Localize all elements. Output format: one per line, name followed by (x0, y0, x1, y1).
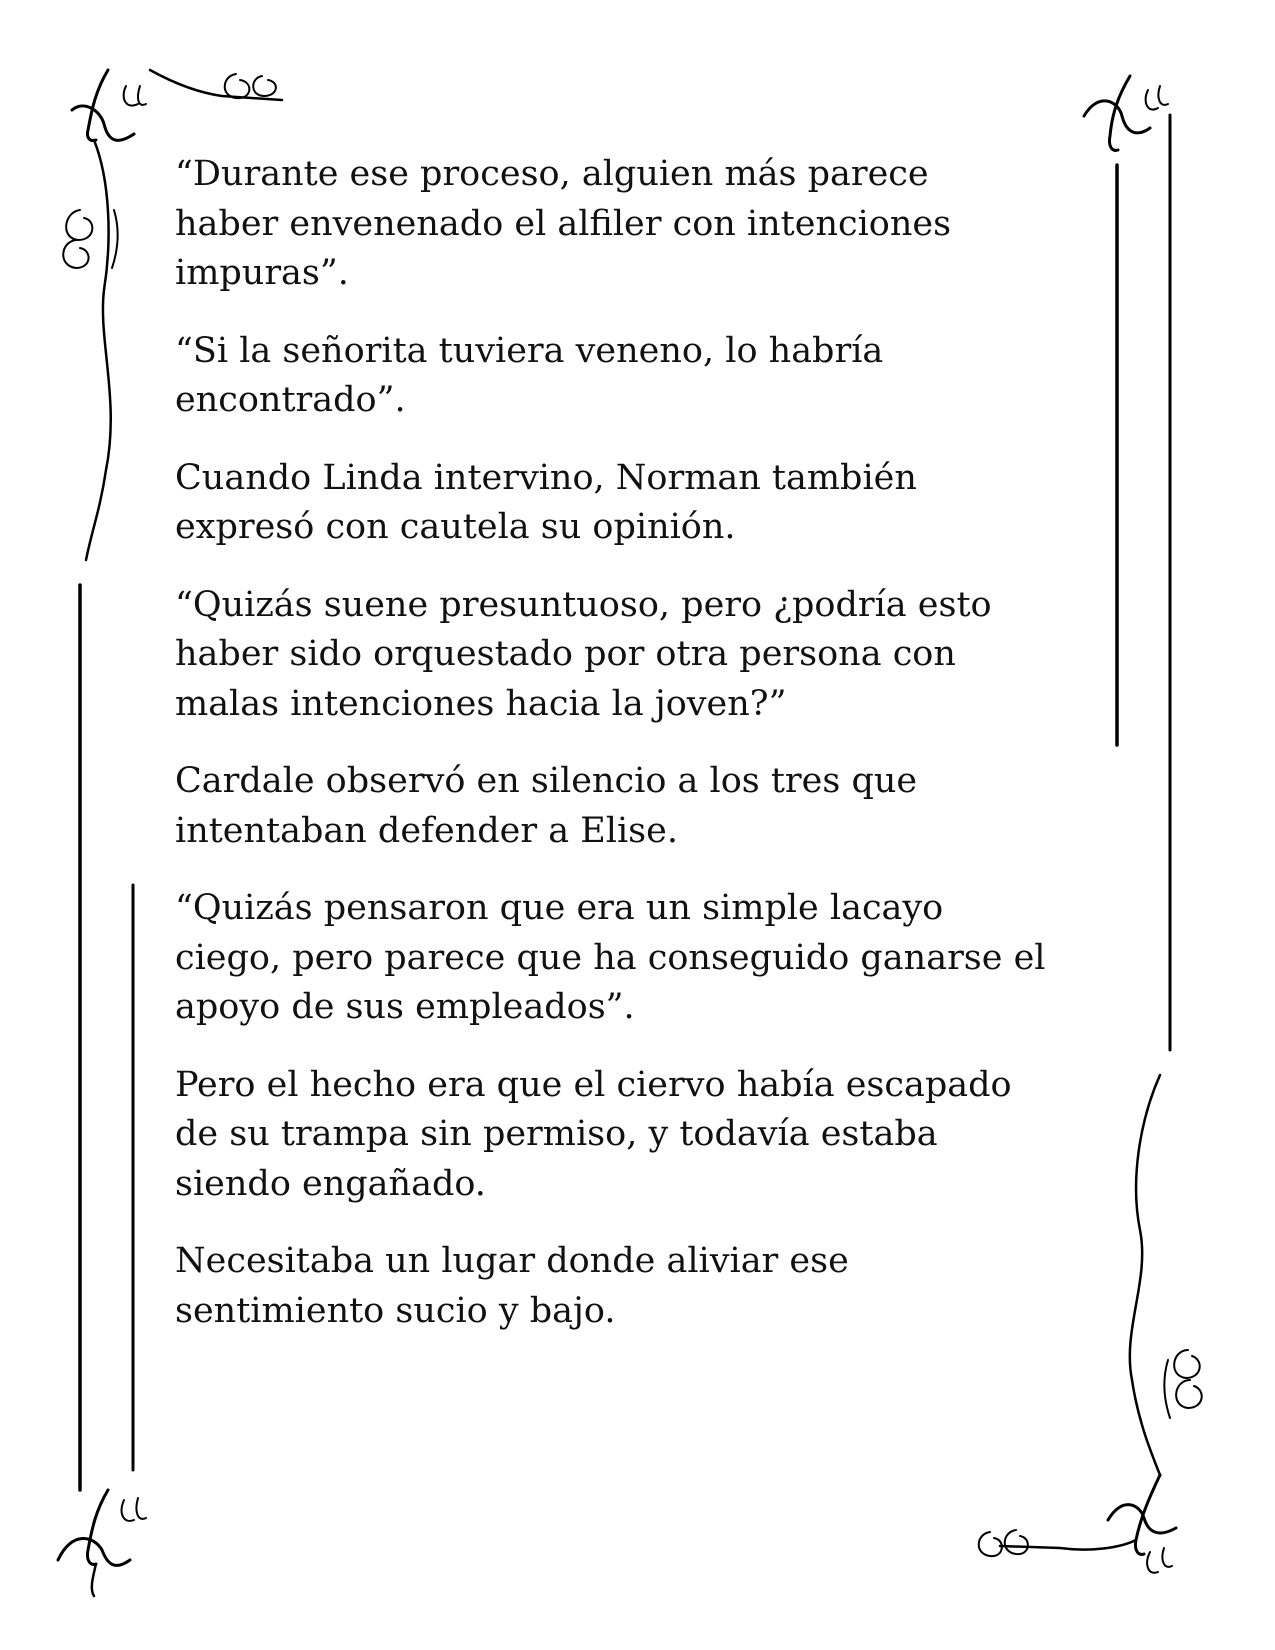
paragraph: Cuando Linda intervino, Norman también expresó con cautela su opinión. (175, 457, 917, 547)
paragraph: Pero el hecho era que el ciervo había escapado de su trampa sin permiso, y todavía estaba siendo engañado. (175, 1064, 1012, 1204)
paragraph: “Quizás suene presuntuoso, pero ¿podría esto haber sido orquestado por otra persona con malas intenciones hacia la joven?” (175, 584, 992, 724)
paragraph: Necesitaba un lugar donde aliviar ese sentimiento sucio y bajo. (175, 1241, 849, 1331)
bottom-left-flourish-icon (58, 1490, 146, 1596)
paragraph: Cardale observó en silencio a los tres que intentaban defender a Elise. (175, 761, 918, 851)
page-body (175, 150, 1100, 1364)
paragraph: “Durante ese proceso, alguien más parece haber envenenado el alfiler con intenciones impuras”. (175, 154, 952, 293)
paragraph: “Quizás pensaron que era un simple lacayo ciego, pero parece que ha conseguido ganarse el apoyo de sus empleados”. (175, 888, 1046, 1027)
top-right-flourish-icon (1084, 76, 1168, 150)
paragraph: “Si la señorita tuviera veneno, lo habría encontrado”. (175, 330, 884, 420)
